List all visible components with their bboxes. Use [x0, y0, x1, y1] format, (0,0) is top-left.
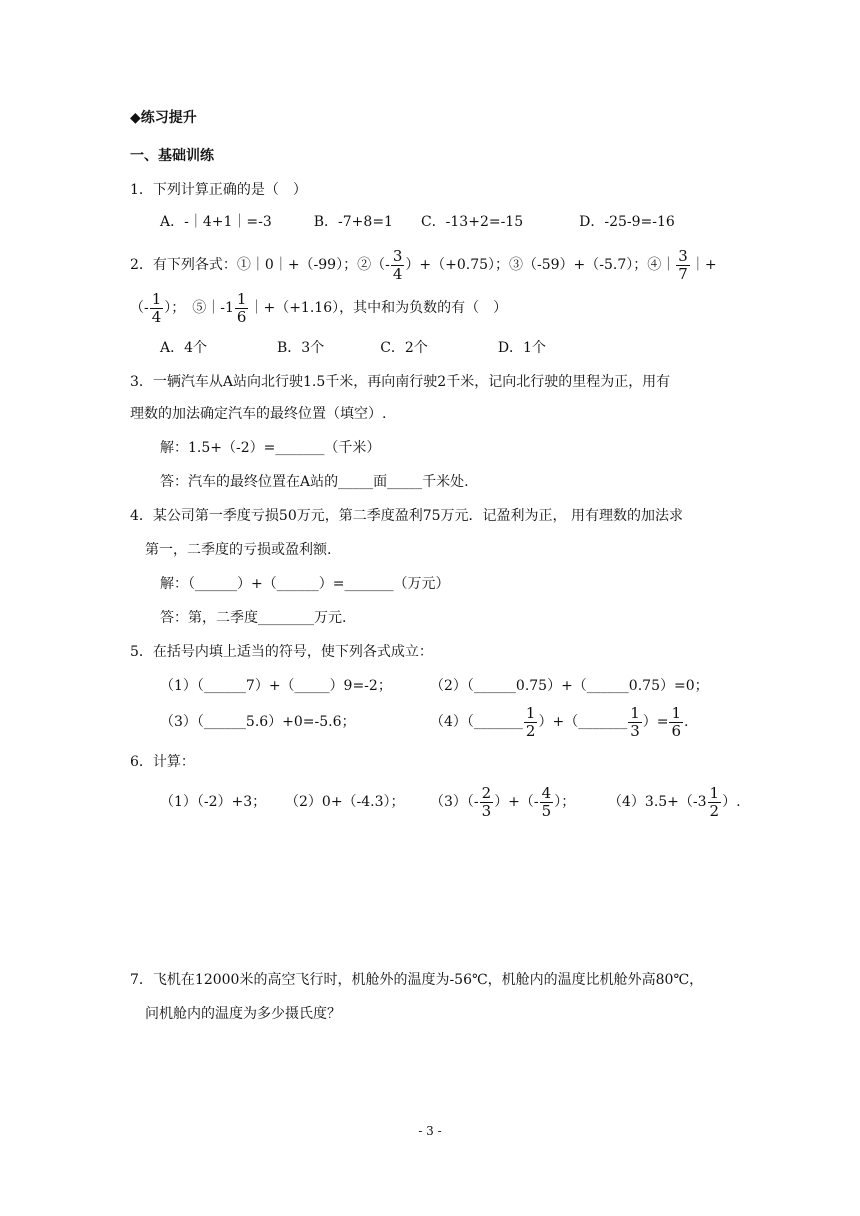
question-1-stem: 1．下列计算正确的是（ ） [130, 182, 307, 198]
question-6-stem: 6．计算： [130, 754, 195, 770]
question-5-part-3: （3）（______5.6）+0=-5.6； [160, 714, 356, 730]
fraction [669, 705, 683, 740]
q2-text-e: ）； ⑤｜-1 [164, 300, 234, 316]
question-7-line-1: 7．飞机在12000米的高空飞行时，机舱外的温度为-56℃，机舱内的温度比机舱外高80℃， [130, 972, 704, 988]
denominator: 6 [236, 307, 247, 326]
denominator: 2 [525, 721, 536, 740]
q2-text-b: ）+（+0.75）；③（-59）+（-5.7）；④｜ [405, 257, 676, 273]
fraction [524, 705, 538, 740]
q2-text-f: ｜+（+1.16），其中和为负数的有（ ） [249, 300, 508, 316]
subsection-heading: 一、基础训练 [130, 148, 214, 164]
denominator: 5 [541, 801, 552, 820]
question-6-part-2: （2）0+（-4.3）； [285, 794, 405, 810]
question-5-part-1: （1）（______7）+（_____）9=-2； [160, 678, 392, 694]
q5-p4-text-a: （4）（_______ [430, 714, 523, 730]
question-2-options: A．4个 B．3个 C．2个 D．1个 [160, 340, 546, 356]
numerator: 1 [709, 783, 720, 802]
fraction [391, 248, 405, 283]
numerator: 1 [236, 289, 247, 308]
question-6-part-1: （1）（-2）+3； [160, 794, 267, 810]
q2-text-a: 2．有下列各式：①｜0｜+（-99）；②（- [130, 257, 390, 273]
q2-text-d: （- [130, 300, 149, 316]
q6-p3-text-b: ）+（- [494, 794, 539, 810]
numerator: 4 [541, 783, 552, 802]
question-5-stem: 5．在括号内填上适当的符号，使下列各式成立： [130, 644, 433, 660]
fraction [150, 291, 164, 326]
denominator: 7 [678, 264, 688, 283]
fraction [628, 705, 642, 740]
numerator: 1 [671, 703, 682, 722]
fraction [235, 291, 249, 326]
question-6-part-4 [608, 780, 741, 824]
q5-p4-text-b: ）+（_______ [538, 714, 628, 730]
question-7-line-2: 问机舱内的温度为多少摄氏度？ [145, 1006, 341, 1022]
q2-text-c: ｜+ [690, 257, 717, 273]
denominator: 3 [630, 721, 640, 740]
page-number: - 3 - [418, 1124, 442, 1138]
question-3-line-1: 3．一辆汽车从A站向北行驶1.5千米，再向南行驶2千米，记向北行驶的里程为正，用有 [130, 374, 671, 390]
numerator: 1 [630, 703, 640, 722]
fraction [708, 785, 722, 820]
question-5-part-4 [430, 700, 688, 744]
question-4-solution: 解：（______）+（______）=_______（万元） [160, 576, 450, 592]
q6-p4-text-a: （4）3.5+（-3 [608, 794, 707, 810]
question-4-answer: 答：第，二季度________万元. [160, 610, 347, 626]
section-heading: ◆练习提升 [130, 110, 197, 126]
question-1-options: A．-｜4+1｜=-3 B．-7+8=1 C．-13+2=-15 D．-25-9=-16 [160, 214, 675, 230]
q6-p4-text-b: ）. [722, 794, 741, 810]
numerator: 1 [525, 703, 536, 722]
denominator: 4 [151, 307, 162, 326]
numerator: 2 [481, 783, 492, 802]
question-3-answer: 答：汽车的最终位置在A站的_____面_____千米处. [160, 474, 469, 490]
fraction [480, 785, 494, 820]
fraction [540, 785, 554, 820]
question-4-line-1: 4．某公司第一季度亏损50万元，第二季度盈利75万元．记盈利为正， 用有理数的加法求 [130, 508, 683, 524]
denominator: 4 [392, 264, 403, 283]
question-5-part-2: （2）（______0.75）+（______0.75）=0； [430, 678, 709, 694]
numerator: 3 [392, 246, 403, 265]
denominator: 6 [671, 721, 682, 740]
question-2-line-2 [130, 288, 507, 328]
denominator: 2 [709, 801, 720, 820]
q6-p3-text-a: （3）（- [430, 794, 479, 810]
denominator: 3 [481, 801, 492, 820]
numerator: 1 [151, 289, 162, 308]
q5-p4-text-d: . [684, 714, 689, 730]
q5-p4-text-c: ）= [642, 714, 669, 730]
q6-p3-text-c: ）； [554, 794, 576, 810]
numerator: 3 [678, 246, 688, 265]
question-2-line-1 [130, 245, 717, 285]
question-3-solution: 解：1.5+（-2）=_______（千米） [160, 440, 381, 456]
question-4-line-2: 第一，二季度的亏损或盈利额. [145, 542, 332, 558]
fraction [676, 248, 690, 283]
question-3-line-2: 理数的加法确定汽车的最终位置（填空）. [130, 406, 387, 422]
question-6-part-3 [430, 780, 575, 824]
